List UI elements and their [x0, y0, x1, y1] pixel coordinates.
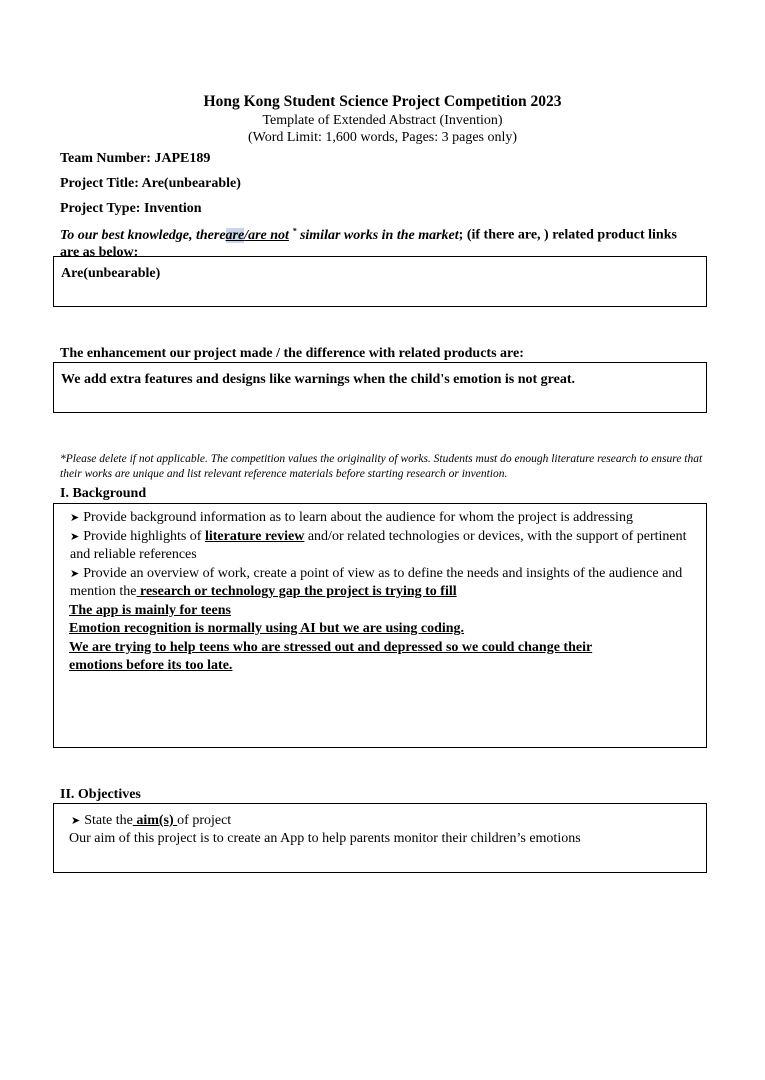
- objectives-answer: Our aim of this project is to create an App to help parents monitor their children’s emotions: [69, 831, 581, 846]
- objectives-bullet: ➤ State the aim(s) of project: [71, 813, 232, 828]
- background-heading: I. Background: [60, 486, 147, 501]
- team-number: Team Number: JAPE189: [60, 151, 211, 166]
- enhancement-box[interactable]: [53, 362, 707, 413]
- are-not-option[interactable]: /are not: [244, 227, 289, 243]
- knowledge-suffix: ; (if there are, ) related product links are as below:: [60, 227, 677, 260]
- related-products-text: Are(unbearable): [61, 266, 161, 281]
- research-gap-emphasis: research or technology gap the project is trying to fill: [136, 584, 457, 599]
- arrow-bullet-icon: ➤: [71, 815, 81, 827]
- asterisk-marker: *: [292, 226, 297, 235]
- document-subtitle: Template of Extended Abstract (Invention): [262, 113, 503, 128]
- enhancement-label: The enhancement our project made / the difference with related products are:: [60, 346, 524, 361]
- objectives-heading: II. Objectives: [60, 787, 141, 802]
- related-products-box[interactable]: [53, 256, 707, 307]
- knowledge-prefix: To our best knowledge, there: [60, 227, 226, 243]
- document-title: Hong Kong Student Science Project Competition 2023: [203, 93, 562, 110]
- background-bullet: ➤ Provide an overview of work, create a point of view as to define the needs and insights of the audience and mention the research or technology gap the project is trying to fill: [70, 565, 683, 599]
- project-type: Project Type: Invention: [60, 201, 202, 216]
- background-content: [54, 504, 706, 676]
- background-answer: Emotion recognition is normally using AI but we are using coding.: [69, 621, 465, 636]
- are-option-selected[interactable]: are: [225, 227, 245, 243]
- arrow-bullet-icon: ➤: [70, 512, 80, 524]
- background-answer: The app is mainly for teens: [69, 602, 231, 618]
- objectives-box[interactable]: [53, 803, 707, 873]
- footnote: *Please delete if not applicable. The competition values the originality of works. Students must do enough literature research to ensure that their works are unique and list relevant reference materials before starting research or invention.: [60, 453, 703, 480]
- background-bullet: ➤ Provide background information as to learn about the audience for whom the project is addressing: [70, 510, 633, 525]
- objectives-content: [54, 804, 706, 848]
- word-limit: (Word Limit: 1,600 words, Pages: 3 pages only): [247, 130, 518, 145]
- arrow-bullet-icon: ➤: [70, 567, 80, 580]
- background-bullet: ➤ Provide highlights of literature review and/or related technologies or devices, with the support of pertinent and reliable references: [70, 528, 687, 562]
- knowledge-italic-suffix: similar works in the market: [296, 227, 459, 243]
- knowledge-statement: [60, 222, 680, 261]
- project-title: Project Title: Are(unbearable): [60, 176, 241, 191]
- arrow-bullet-icon: ➤: [70, 530, 80, 543]
- background-box[interactable]: [53, 503, 707, 748]
- enhancement-text: We add extra features and designs like warnings when the child's emotion is not great.: [61, 372, 576, 387]
- aims-emphasis: aim(s): [132, 813, 178, 828]
- literature-review-emphasis: literature review: [204, 528, 305, 544]
- background-answer: We are trying to help teens who are stressed out and depressed so we could change their emotions before its too late.: [69, 639, 593, 673]
